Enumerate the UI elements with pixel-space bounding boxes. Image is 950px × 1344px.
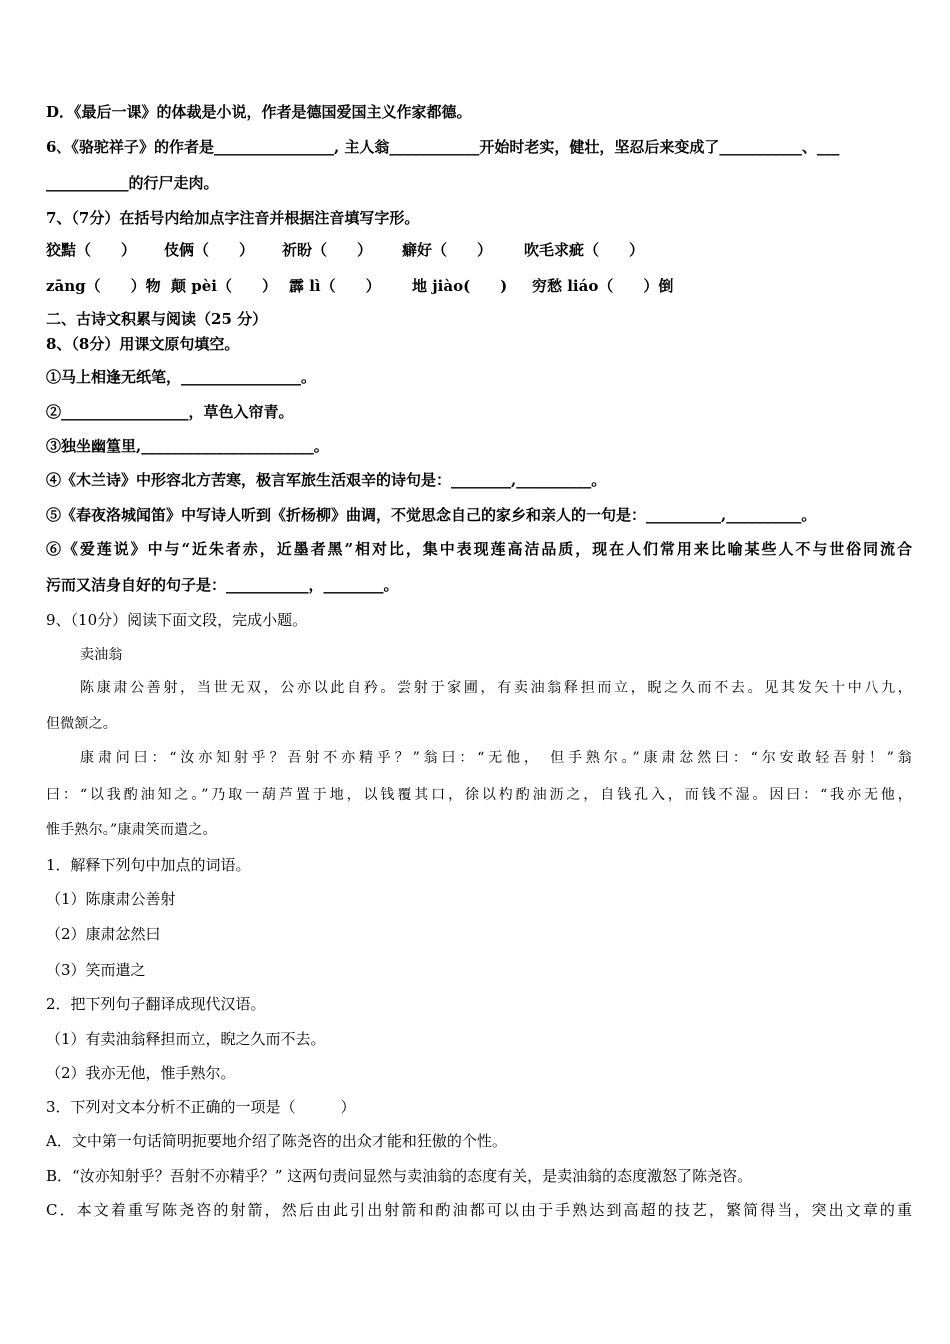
option-d: D．《最后一课》的体裁是小说，作者是德国爱国主义作家都德。: [46, 103, 472, 121]
fill-item-6: ⑥《爱莲说》中与“近朱者赤，近墨者黑”相对比，集中表现莲高洁品质，现在人们常用来比喻某些人不与世俗同流合: [46, 540, 912, 558]
question-6-cont: ___________的行尸走肉。: [46, 174, 219, 192]
word-item: 地 jiào( ): [412, 277, 508, 295]
fill-item-2: ②_________________，草色入帘青。: [46, 403, 294, 421]
section-heading: 二、古诗文积累与阅读（25 分）: [46, 310, 268, 328]
subitem: （2）我亦无他，惟手熟尔。: [46, 1064, 236, 1082]
subitem: （2）康肃忿然曰: [46, 925, 161, 943]
option-b: B．“汝亦知射乎？吾射不亦精乎？” 这两句责问显然与卖油翁的态度有关，是卖油翁的态度激怒了陈尧咨。: [46, 1167, 753, 1185]
word-item: 霹 lì（ ）: [289, 277, 381, 295]
subitem: （1）陈康肃公善射: [46, 890, 176, 908]
passage-line: 但微颔之。: [46, 716, 117, 732]
passage-line: 惟手熟尔。”康肃笑而遣之。: [46, 822, 217, 838]
word-item: 癖好（ ）: [402, 241, 493, 259]
word-item: 伎俩（ ）: [164, 241, 255, 259]
word-item: 祈盼（ ）: [282, 241, 373, 259]
word-item: 颠 pèi（ ）: [171, 277, 277, 295]
fill-item-3: ③独坐幽篁里,_______________________。: [46, 437, 329, 455]
option-a: A．文中第一句话简明扼要地介绍了陈尧咨的出众才能和狂傲的个性。: [46, 1132, 507, 1150]
fill-item-5: ⑤《春夜洛城闻笛》中写诗人听到《折杨柳》曲调，不觉思念自己的家乡和亲人的一句是：__________,__________。: [46, 506, 817, 524]
fill-item-6-cont: 污而又洁身自好的句子是：___________，________。: [46, 576, 399, 594]
subquestion-3: 3．下列对文本分析不正确的一项是（ ）: [46, 1098, 356, 1116]
pinyin-row-1: [46, 240, 644, 260]
question-8: 8、（8分）用课文原句填空。: [46, 335, 240, 353]
passage-line: 曰：“以我酌油知之。”乃取一葫芦置于地，以钱覆其口，徐以杓酌油沥之，自钱孔入，而钱不湿。因曰：“我亦无他，: [46, 787, 912, 803]
passage-title: 卖油翁: [80, 647, 123, 663]
subitem: （1）有卖油翁释担而立，睨之久而不去。: [46, 1030, 326, 1048]
question-6: 6､《骆驼祥子》的作者是________________, 主人翁____________开始时老实，健壮，坚忍后来变成了___________、___: [46, 138, 840, 156]
subquestion-2: 2．把下列句子翻译成现代汉语。: [46, 995, 266, 1013]
fill-item-1: ①马上相逢无纸笔，________________。: [46, 368, 317, 386]
option-c: C．本文着重写陈尧咨的射箭，然后由此引出射箭和酌油都可以由于手熟达到高超的技艺，繁简得当，突出文章的重: [46, 1201, 912, 1219]
passage-line: 陈康肃公善射，当世无双，公亦以此自矜。尝射于家圃，有卖油翁释担而立，睨之久而不去。见其发矢十中八九，: [80, 680, 912, 696]
word-item: 狡黠（ ）: [46, 241, 137, 259]
subitem: （3）笑而遣之: [46, 961, 146, 979]
word-item: 吹毛求疵（ ）: [524, 241, 645, 259]
word-item: zāng（ ）物: [46, 277, 161, 295]
word-item: 穷愁 liáo（ ）倒: [532, 277, 674, 295]
passage-line: 康肃问曰：“汝亦知射乎？吾射不亦精乎？”翁曰：“无他， 但手熟尔。”康肃忿然曰：“尔安敢轻吾射！”翁: [80, 750, 912, 766]
pinyin-row-2: [46, 276, 673, 296]
question-7: 7、（7分）在括号内给加点字注音并根据注音填写字形。: [46, 209, 420, 227]
subquestion-1: 1．解释下列句中加点的词语。: [46, 856, 251, 874]
fill-item-4: ④《木兰诗》中形容北方苦寒，极言军旅生活艰辛的诗句是：________,__________。: [46, 471, 607, 489]
question-9: 9、（10分）阅读下面文段，完成小题。: [46, 611, 308, 629]
